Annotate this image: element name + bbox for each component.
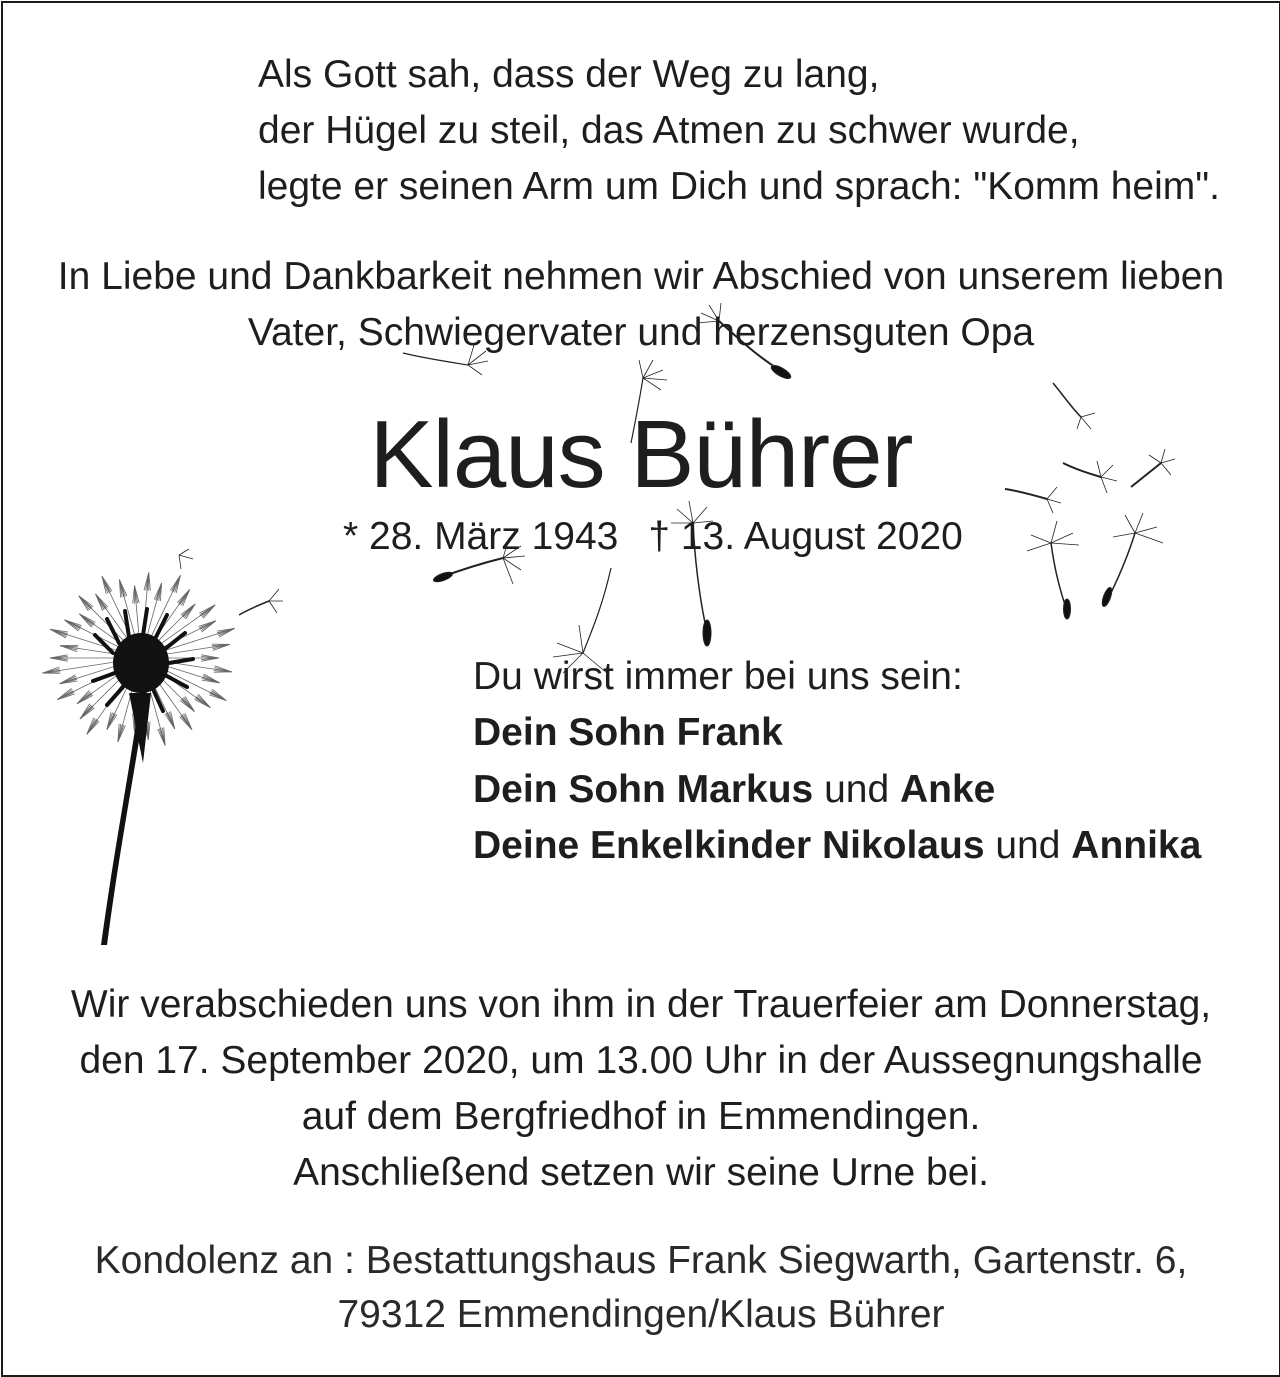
family-and-1: und bbox=[824, 768, 889, 811]
death-date: † 13. August 2020 bbox=[648, 515, 962, 558]
ceremony-line-1: Wir verabschieden uns von ihm in der Trauerfeier am Donnerstag, bbox=[3, 977, 1279, 1033]
ceremony-line-2: den 17. September 2020, um 13.00 Uhr in der Aussegnungshalle bbox=[3, 1033, 1279, 1089]
family-grandchildren: Deine Enkelkinder Nikolaus bbox=[473, 824, 985, 867]
intro-line-2: Vater, Schwiegervater und herzensguten Opa bbox=[3, 305, 1279, 361]
poem-line-2: der Hügel zu steil, das Atmen zu schwer wurde, bbox=[258, 103, 1080, 159]
ceremony-line-4: Anschließend setzen wir seine Urne bei. bbox=[3, 1145, 1279, 1201]
deceased-dates bbox=[343, 509, 963, 565]
condolence-line-1: Kondolenz an : Bestattungshaus Frank Siegwarth, Gartenstr. 6, bbox=[3, 1233, 1279, 1289]
notice-text bbox=[3, 3, 1279, 1375]
ceremony-line-3: auf dem Bergfriedhof in Emmendingen. bbox=[3, 1089, 1279, 1145]
deceased-name: Klaus Bührer bbox=[3, 405, 1279, 505]
family-and-2: und bbox=[995, 824, 1060, 867]
family-intro: Du wirst immer bei uns sein: bbox=[473, 649, 963, 705]
intro-line-1: In Liebe und Dankbarkeit nehmen wir Abschied von unserem lieben bbox=[3, 249, 1279, 305]
family-line-2 bbox=[473, 762, 995, 818]
family-anke: Anke bbox=[900, 768, 995, 811]
poem-line-1: Als Gott sah, dass der Weg zu lang, bbox=[258, 47, 879, 103]
family-son-markus: Dein Sohn Markus bbox=[473, 768, 813, 811]
family-line-3 bbox=[473, 818, 1201, 874]
poem-line-3: legte er seinen Arm um Dich und sprach: "Komm heim". bbox=[258, 159, 1220, 215]
family-annika: Annika bbox=[1071, 824, 1201, 867]
condolence-line-2: 79312 Emmendingen/Klaus Bührer bbox=[3, 1287, 1279, 1343]
birth-date: * 28. März 1943 bbox=[343, 515, 618, 558]
obituary-notice bbox=[1, 1, 1280, 1377]
family-line-1: Dein Sohn Frank bbox=[473, 705, 783, 761]
